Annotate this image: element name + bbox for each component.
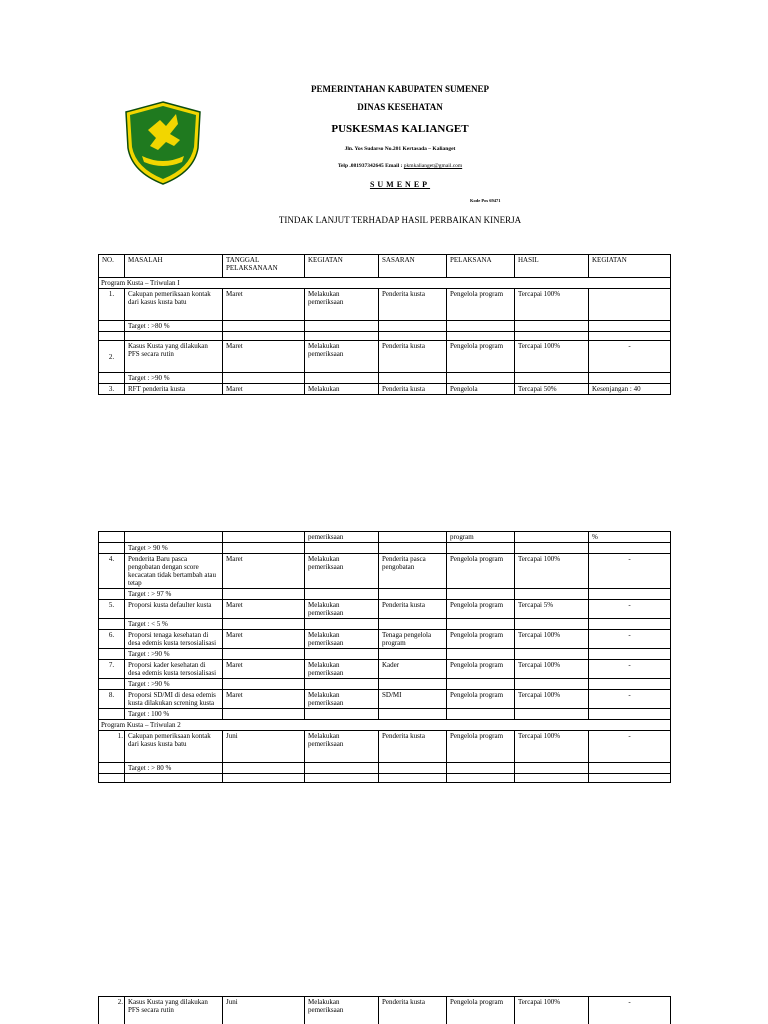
cell: Tercapai 100% xyxy=(515,630,589,649)
cell: Maret xyxy=(223,690,305,709)
cell: Tercapai 100% xyxy=(515,289,589,321)
cell: Target : >90 % xyxy=(125,649,223,660)
cell: Melakukan pemeriksaan xyxy=(305,630,379,649)
cell: 5. xyxy=(99,600,125,619)
cell: Kesenjangan : 40 xyxy=(589,384,671,395)
header-city: SUMENEP xyxy=(369,180,431,189)
cell: Target : >80 % xyxy=(125,321,223,332)
cell: Penderita kusta xyxy=(379,731,447,763)
cell: Penderita kusta xyxy=(379,384,447,395)
cell: 2. xyxy=(99,997,125,1024)
cell: - xyxy=(589,660,671,679)
cell: Target : > 80 % xyxy=(125,763,223,774)
table-row xyxy=(99,341,671,373)
empty-row xyxy=(99,332,671,341)
cell: Melakukan pemeriksaan xyxy=(305,690,379,709)
cell: Maret xyxy=(223,554,305,589)
cell: Tercapai 100% xyxy=(515,341,589,373)
cell: Maret xyxy=(223,660,305,679)
cell: Proporsi SD/MI di desa edemis kusta dilakukan screning kusta xyxy=(125,690,223,709)
cell xyxy=(99,532,125,543)
cell: Melakukan pemeriksaan xyxy=(305,660,379,679)
cell xyxy=(223,532,305,543)
target-row xyxy=(99,321,671,332)
cell: Melakukan pemeriksaan xyxy=(305,341,379,373)
cell: Pengelola program xyxy=(447,660,515,679)
document-title: TINDAK LANJUT TERHADAP HASIL PERBAIKAN KINERJA xyxy=(278,215,522,225)
cell: 8. xyxy=(99,690,125,709)
col-header: KEGIATAN xyxy=(589,255,671,278)
target-row xyxy=(99,763,671,774)
table-row xyxy=(99,997,671,1024)
table-row xyxy=(99,554,671,589)
cell: Target : 100 % xyxy=(125,709,223,720)
header-government: PEMERINTAHAN KABUPATEN SUMENEP xyxy=(310,84,489,94)
cell: 1. xyxy=(99,731,125,763)
cell: Cakupan pemeriksaan kontak dari kasus kusta batu xyxy=(125,289,223,321)
cell: Maret xyxy=(223,384,305,395)
cell: Maret xyxy=(223,630,305,649)
target-row xyxy=(99,619,671,630)
target-row xyxy=(99,589,671,600)
table-row xyxy=(99,600,671,619)
table-header xyxy=(99,255,671,278)
cell: - xyxy=(589,997,671,1024)
table-row xyxy=(99,690,671,709)
cell: Pengelola program xyxy=(447,731,515,763)
cell: 2. xyxy=(99,341,125,373)
table-row xyxy=(99,731,671,763)
cell: Pengelola program xyxy=(447,997,515,1024)
cell: - xyxy=(589,600,671,619)
cell: - xyxy=(589,690,671,709)
table-row xyxy=(99,660,671,679)
target-row xyxy=(99,649,671,660)
cell: Tercapai 100% xyxy=(515,660,589,679)
cell: Tercapai 50% xyxy=(515,384,589,395)
cell: Tercapai 5% xyxy=(515,600,589,619)
email-link[interactable]: pkmkalianget@gmail.com xyxy=(403,163,463,169)
cell: Target > 90 % xyxy=(125,543,223,554)
cell: Cakupan pemeriksaan kontak dari kasus kusta batu xyxy=(125,731,223,763)
cell: - xyxy=(589,554,671,589)
cell: Melakukan xyxy=(305,384,379,395)
cell: Penderita kusta xyxy=(379,341,447,373)
col-header: NO. xyxy=(99,255,125,278)
cell: Proporsi kusta defaulter kusta xyxy=(125,600,223,619)
cell: Melakukan pemeriksaan xyxy=(305,554,379,589)
col-header: TANGGAL PELAKSANAAN xyxy=(223,255,305,278)
cell: Maret xyxy=(223,341,305,373)
cell: Tercapai 100% xyxy=(515,690,589,709)
col-header: PELAKSANA xyxy=(447,255,515,278)
cell: % xyxy=(589,532,671,543)
contact-text: Telp .081937342645 Email : xyxy=(337,163,404,169)
cell xyxy=(589,289,671,321)
cell: Juni xyxy=(223,997,305,1024)
cell: Tercapai 100% xyxy=(515,554,589,589)
cell: Target : >90 % xyxy=(125,679,223,690)
cell: Pengelola program xyxy=(447,690,515,709)
cell xyxy=(515,532,589,543)
header-department: DINAS KESEHATAN xyxy=(357,102,443,112)
cell: Melakukan pemeriksaan xyxy=(305,600,379,619)
cell: 3. xyxy=(99,384,125,395)
cell: - xyxy=(589,630,671,649)
cell: Melakukan pemeriksaan xyxy=(305,731,379,763)
cell: Pengelola program xyxy=(447,341,515,373)
cell: Penderita kusta xyxy=(379,289,447,321)
cell: Target : < 5 % xyxy=(125,619,223,630)
cell: 6. xyxy=(99,630,125,649)
empty-row xyxy=(99,774,671,783)
section-row xyxy=(99,720,671,731)
cell: 7. xyxy=(99,660,125,679)
cell: Tenaga pengelola program xyxy=(379,630,447,649)
cell xyxy=(379,532,447,543)
table-row xyxy=(99,532,671,543)
target-row xyxy=(99,373,671,384)
target-row xyxy=(99,709,671,720)
cell xyxy=(125,532,223,543)
section-row xyxy=(99,278,671,289)
cell: Penderita Baru pasca pengobatan dengan score kecacatan tidak bertambah atau tetap xyxy=(125,554,223,589)
header-puskesmas: PUSKESMAS KALIANGET xyxy=(331,123,469,135)
cell: Tercapai 100% xyxy=(515,997,589,1024)
cell: Pengelola xyxy=(447,384,515,395)
cell: Melakukan pemeriksaan xyxy=(305,289,379,321)
table-row xyxy=(99,630,671,649)
cell: program xyxy=(447,532,515,543)
cell: Proporsi kader kesehatan di desa edemis kusta tersosialisasi xyxy=(125,660,223,679)
target-row xyxy=(99,679,671,690)
cell: Maret xyxy=(223,289,305,321)
section-label: Program Kusta – Triwulan I xyxy=(99,278,671,289)
cell: Penderita kusta xyxy=(379,600,447,619)
cell: Penderita kusta xyxy=(379,997,447,1024)
cell: pemeriksaan xyxy=(305,532,379,543)
cell: - xyxy=(589,731,671,763)
header-address: Jln. Yos Sudarso No.201 Kertasada – Kalianget xyxy=(344,146,456,152)
cell: Target : > 97 % xyxy=(125,589,223,600)
cell: Pengelola program xyxy=(447,289,515,321)
cell: Kader xyxy=(379,660,447,679)
cell: RFT penderita kusta xyxy=(125,384,223,395)
table-row xyxy=(99,384,671,395)
postal-code: Kode Pos 69471 xyxy=(470,198,501,203)
cell: - xyxy=(589,341,671,373)
col-header: KEGIATAN xyxy=(305,255,379,278)
col-header: HASIL xyxy=(515,255,589,278)
kinerja-table-part1 xyxy=(98,254,671,395)
table-row xyxy=(99,289,671,321)
header-contact xyxy=(200,163,600,169)
cell: 4. xyxy=(99,554,125,589)
cell: Proporsi tenaga kesehatan di desa edemis kusta tersosialisasi xyxy=(125,630,223,649)
cell: Juni xyxy=(223,731,305,763)
target-row xyxy=(99,543,671,554)
kinerja-table-part3 xyxy=(98,996,671,1024)
cell: Pengelola program xyxy=(447,554,515,589)
section-label: Program Kusta – Triwulan 2 xyxy=(99,720,671,731)
cell: Pengelola program xyxy=(447,630,515,649)
col-header: MASALAH xyxy=(125,255,223,278)
cell: SD/MI xyxy=(379,690,447,709)
cell: Kasus Kusta yang dilakukan PFS secara rutin xyxy=(125,997,223,1024)
cell: 1. xyxy=(99,289,125,321)
cell: Kasus Kusta yang dilakukan PFS secara rutin xyxy=(125,341,223,373)
cell: Melakukan pemeriksaan xyxy=(305,997,379,1024)
regency-logo-icon xyxy=(122,100,204,186)
cell: Target : >90 % xyxy=(125,373,223,384)
cell: Pengelola program xyxy=(447,600,515,619)
cell: Tercapai 100% xyxy=(515,731,589,763)
kinerja-table-part2 xyxy=(98,531,671,783)
cell: Penderita pasca pengobatan xyxy=(379,554,447,589)
cell: Maret xyxy=(223,600,305,619)
col-header: SASARAN xyxy=(379,255,447,278)
